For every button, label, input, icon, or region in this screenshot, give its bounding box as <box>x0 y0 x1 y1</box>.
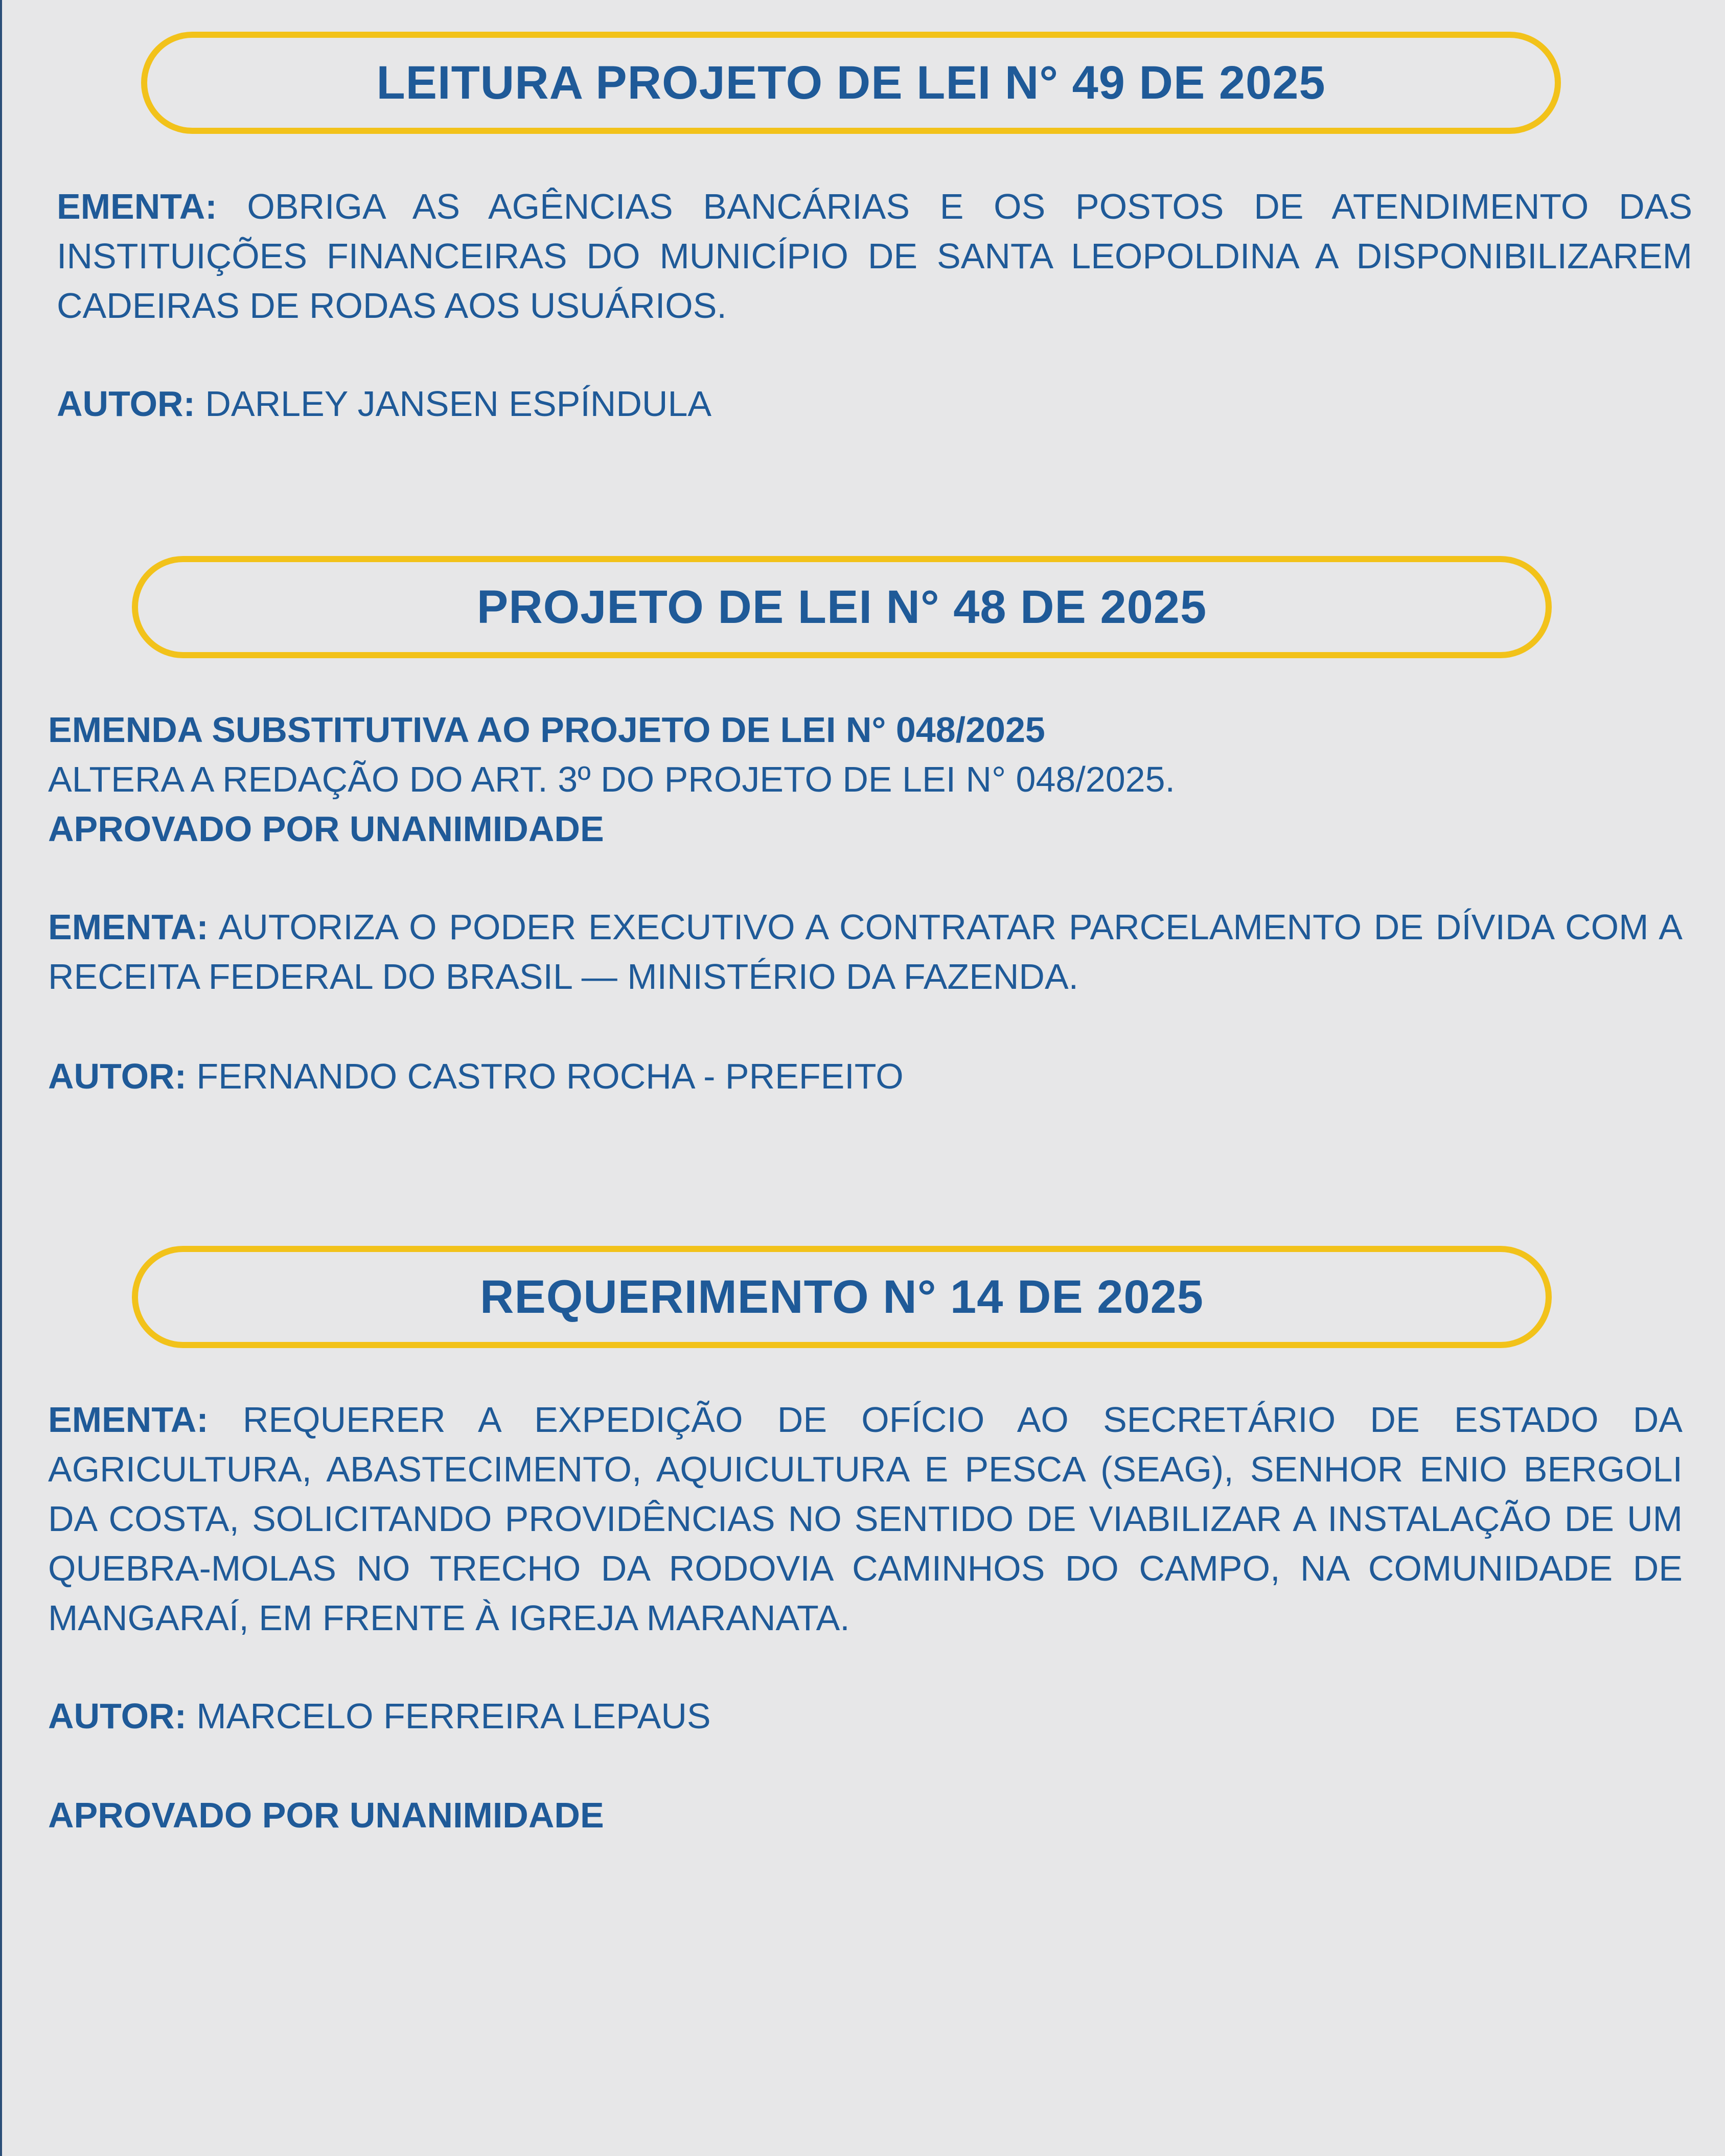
section1-title-pill <box>141 32 1561 134</box>
section3-title: REQUERIMENTO N° 14 DE 2025 <box>480 1270 1204 1323</box>
section2-emenda-title: EMENDA SUBSTITUTIVA AO PROJETO DE LEI N° 048/2025 <box>48 710 1045 750</box>
section2-ementa <box>48 902 1683 1002</box>
section3-ementa <box>48 1395 1683 1643</box>
section2-ementa-text: AUTORIZA O PODER EXECUTIVO A CONTRATAR PARCELAMENTO DE DÍVIDA COM A RECEITA FEDERAL DO BRASIL — MINISTÉRIO DA FAZENDA. <box>48 907 1683 996</box>
section2-ementa-label: EMENTA: <box>48 907 209 947</box>
section3-ementa-label: EMENTA: <box>48 1400 209 1440</box>
section1-ementa-label: EMENTA: <box>57 187 217 226</box>
section1-title: LEITURA PROJETO DE LEI N° 49 DE 2025 <box>376 56 1326 109</box>
section2-autor-label: AUTOR: <box>48 1056 187 1096</box>
section2-autor <box>48 1052 904 1101</box>
section3-ementa-text: REQUERER A EXPEDIÇÃO DE OFÍCIO AO SECRETÁRIO DE ESTADO DA AGRICULTURA, ABASTECIMENTO, AQUICULTURA E PESCA (SEAG), SENHOR ENIO BERGOLI DA COSTA, SOLICITANDO PROVIDÊNCIAS NO SENTIDO DE VIABILIZAR A INSTALAÇÃO DE UM QUEBRA-MOLAS NO TRECHO DA RODOVIA CAMINHOS DO CAMPO, NA COMUNIDADE DE MANGARAÍ, EM FRENTE À IGREJA MARANATA. <box>48 1400 1683 1638</box>
section2-autor-name: FERNANDO CASTRO ROCHA - PREFEITO <box>196 1056 904 1096</box>
section2-emenda-text: ALTERA A REDAÇÃO DO ART. 3º DO PROJETO DE LEI N° 048/2025. <box>48 759 1175 799</box>
section1-ementa-text: OBRIGA AS AGÊNCIAS BANCÁRIAS E OS POSTOS DE ATENDIMENTO DAS INSTITUIÇÕES FINANCEIRAS DO MUNICÍPIO DE SANTA LEOPOLDINA A DISPONIBILIZAREM CADEIRAS DE RODAS AOS USUÁRIOS. <box>57 187 1693 326</box>
section3-autor-label: AUTOR: <box>48 1696 187 1736</box>
section1-autor-label: AUTOR: <box>57 384 195 424</box>
section3-autor <box>48 1691 711 1741</box>
section2-title: PROJETO DE LEI N° 48 DE 2025 <box>476 581 1207 633</box>
section2-emenda-status: APROVADO POR UNANIMIDADE <box>48 809 604 849</box>
section3-title-pill <box>132 1246 1552 1348</box>
section1-autor-name: DARLEY JANSEN ESPÍNDULA <box>205 384 712 424</box>
section3-status: APROVADO POR UNANIMIDADE <box>48 1795 604 1835</box>
section1-autor <box>57 379 711 429</box>
section3-autor-name: MARCELO FERREIRA LEPAUS <box>196 1696 711 1736</box>
section2-title-pill <box>132 556 1552 658</box>
section1-ementa <box>57 182 1692 331</box>
